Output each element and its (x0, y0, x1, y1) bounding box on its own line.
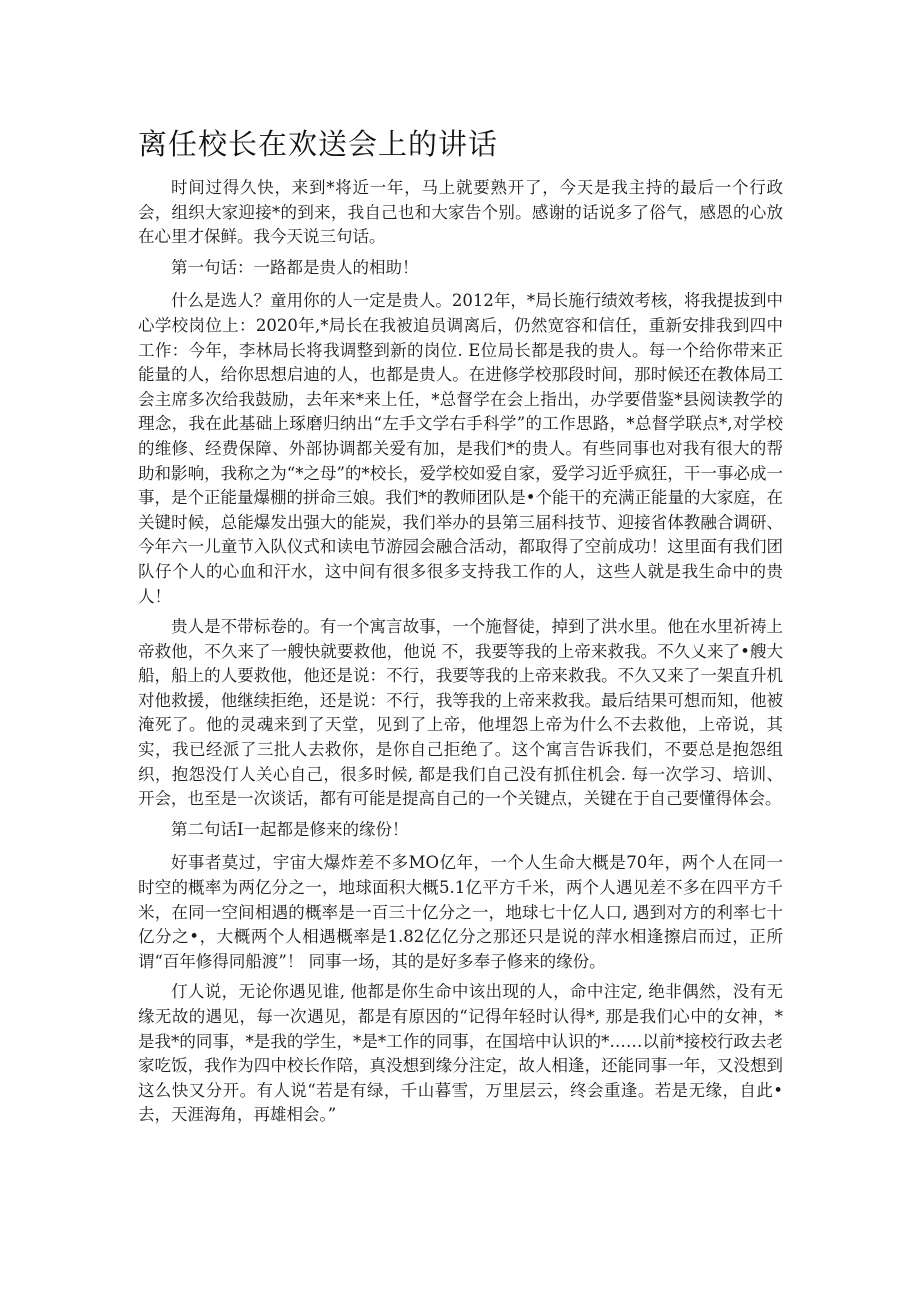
document-body (138, 176, 783, 1134)
paragraph-probability: 好事者莫过，宇宙大爆炸差不多MO亿年，一个人生命大概是70年，两个人在同一时空的概率为两亿分之一，地球面积大概5.1亿平方千米，两个人遇见差不多在四平方千米，在同一空间相遇的概率是一百三十亿分之一，地球七十亿人口, 遇到对方的利率七十亿分之•，大概两个人相遇概率是1.82亿亿分之那还只是说的萍水相逢擦启而过，正所谓“百年修得同船渡”！ 同事一场，其的是好多奉子修来的缘份。 (138, 853, 783, 971)
paragraph-first-point-heading: 第一句话：一路都是贵人的相助！ (171, 257, 419, 277)
paragraph-benefactors: 什么是选人？童用你的人一定是贵人。2012年，*局长施行绩效考核，将我提拔到中心学校岗位上：2020年,*局长在我被追员调离后，仍然宽容和信任，重新安排我到四中工作：今年，李林局长将我调整到新的岗位. E位局长都是我的贵人。每一个给你带来正能量的人，给你思想启迪的人，也都是贵人。在进修学校那段时间，那时候还在教体局工会主席多次给我鼓励，去年来*来上任，*总督学在会上指出，办学要借鉴*县阅读教学的理念，我在此基础上琢磨归纳出“左手文学右手科学”的工作思路，*总督学联点*,对学校的维修、经费保障、外部协调都关爱有加，是我们*的贵人。有些同事也对我有很大的帮助和影响，我称之为“*之母”的*校长，爱学校如爱自家，爱学习近乎疯狂，干一事必成一事，是个正能量爆棚的拼命三娘。我们*的教师团队是•个能干的充满正能量的大家庭，在关键时候，总能爆发出强大的能炭，我们举办的县第三届科技节、迎接省体教融合调研、今年六一儿童节入队仪式和读电节游园会融合活动，都取得了空前成功！这里面有我们团队仔个人的心血和汗水，这中间有很多很多支持我工作的人，这些人就是我生命中的贵人！ (138, 291, 783, 606)
paragraph-intro: 时间过得久快，来到*将近一年，马上就要熟开了，今天是我主持的最后一个行政会，组织大家迎接*的到来，我自己也和大家告个别。感谢的话说多了俗气，感恩的心放在心里才保鲜。我今天说三句话。 (138, 178, 783, 247)
paragraph-parable: 贵人是不带标卷的。有一个寓言故事，一个施督徒，掉到了洪水里。他在水里祈祷上帝救他，不久来了一艘快就要救他，他说 不，我要等我的上帝来救我。不久乂来了•艘大船，船上的人要救他，他还是说：不行，我要等我的上帝来救我。不久又来了一架直升机对他救援，他继续拒绝，还是说：不行，我等我的上帝来救我。最后结果可想而知，他被淹死了。他的灵魂来到了天堂，见到了上帝，他埋怨上帝为什么不去救他，上帝说，其实，我已经派了三批人去救你，是你自己拒绝了。这个寓言告诉我们，不要总是抱怨组织，抱怨没仃人关心自己，很多时候, 都是我们自己没有抓住机会. 每一次学习、培训、开会，也至是一次谈话，都有可能是提高自己的一个关键点，关键在于自己要懂得体会。 (138, 617, 783, 809)
paragraph-fate: 仃人说，无论你遇见谁, 他都是你生命中该出现的人，命中注定, 绝非偶然，没有无缘无故的遇见，每一次遇见，都是有原因的“记得年轻时认得*, 那是我们心中的女神，*是我*的同事，*是我的学生，*是*工作的同事，在国培中认识的*……以前*接校行政去老家吃饭，我作为四中校长作陪，真没想到缘分注定，故人相逢，还能同事一年，又没想到这么快又分开。有人说“若是有绿，千山暮雪，万里层云，终会重逢。若是无缘，自此•去，天涯海角，再雄相会。” (138, 982, 783, 1125)
paragraph-second-point-heading: 第二句话I一起都是修来的缘份！ (171, 819, 409, 839)
document-title: 离任校长在欢送会上的讲话 (138, 127, 499, 161)
